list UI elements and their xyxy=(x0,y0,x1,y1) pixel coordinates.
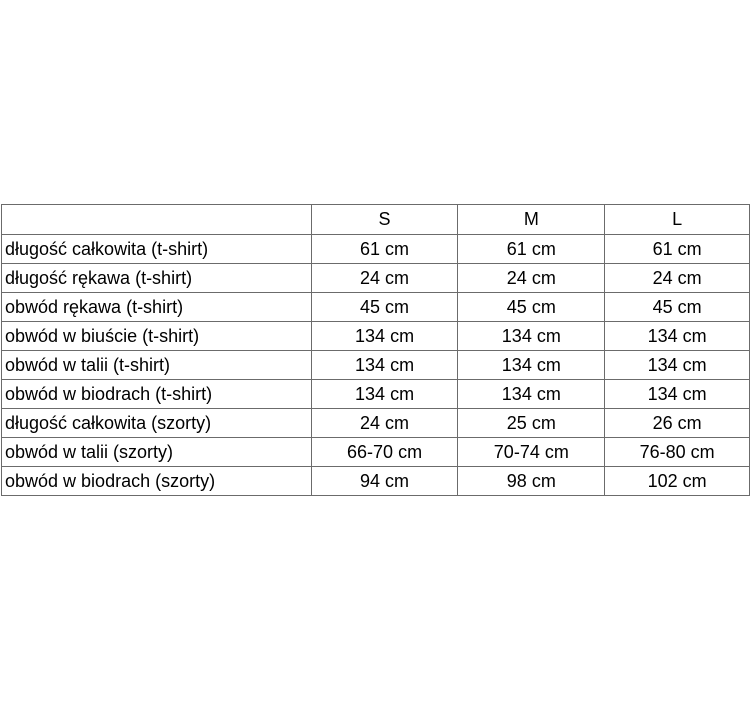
row-label: długość całkowita (szorty) xyxy=(2,409,312,438)
row-label: obwód rękawa (t-shirt) xyxy=(2,293,312,322)
table-row xyxy=(2,293,750,322)
header-corner-cell xyxy=(2,205,312,235)
cell-value-s: 134 cm xyxy=(311,351,458,380)
cell-value-l: 134 cm xyxy=(605,380,750,409)
table-row xyxy=(2,380,750,409)
table-row xyxy=(2,322,750,351)
cell-value-m: 70-74 cm xyxy=(458,438,605,467)
row-label: obwód w biodrach (szorty) xyxy=(2,467,312,496)
header-size-s: S xyxy=(311,205,458,235)
cell-value-s: 134 cm xyxy=(311,380,458,409)
cell-value-s: 134 cm xyxy=(311,322,458,351)
row-label: obwód w talii (szorty) xyxy=(2,438,312,467)
cell-value-m: 98 cm xyxy=(458,467,605,496)
cell-value-m: 134 cm xyxy=(458,322,605,351)
size-chart-table xyxy=(1,204,750,496)
table-row xyxy=(2,467,750,496)
row-label: długość całkowita (t-shirt) xyxy=(2,235,312,264)
table-row xyxy=(2,264,750,293)
cell-value-m: 134 cm xyxy=(458,351,605,380)
cell-value-l: 26 cm xyxy=(605,409,750,438)
cell-value-m: 61 cm xyxy=(458,235,605,264)
table-row xyxy=(2,438,750,467)
cell-value-s: 61 cm xyxy=(311,235,458,264)
cell-value-m: 45 cm xyxy=(458,293,605,322)
cell-value-s: 45 cm xyxy=(311,293,458,322)
row-label: obwód w biodrach (t-shirt) xyxy=(2,380,312,409)
cell-value-l: 102 cm xyxy=(605,467,750,496)
table-row xyxy=(2,351,750,380)
cell-value-l: 76-80 cm xyxy=(605,438,750,467)
cell-value-s: 94 cm xyxy=(311,467,458,496)
table-row xyxy=(2,235,750,264)
row-label: obwód w biuście (t-shirt) xyxy=(2,322,312,351)
cell-value-l: 61 cm xyxy=(605,235,750,264)
header-size-l: L xyxy=(605,205,750,235)
cell-value-l: 24 cm xyxy=(605,264,750,293)
cell-value-s: 66-70 cm xyxy=(311,438,458,467)
table-row xyxy=(2,409,750,438)
row-label: obwód w talii (t-shirt) xyxy=(2,351,312,380)
cell-value-m: 25 cm xyxy=(458,409,605,438)
cell-value-l: 134 cm xyxy=(605,322,750,351)
cell-value-s: 24 cm xyxy=(311,409,458,438)
header-size-m: M xyxy=(458,205,605,235)
table-header-row xyxy=(2,205,750,235)
cell-value-m: 134 cm xyxy=(458,380,605,409)
cell-value-m: 24 cm xyxy=(458,264,605,293)
row-label: długość rękawa (t-shirt) xyxy=(2,264,312,293)
cell-value-s: 24 cm xyxy=(311,264,458,293)
cell-value-l: 134 cm xyxy=(605,351,750,380)
cell-value-l: 45 cm xyxy=(605,293,750,322)
